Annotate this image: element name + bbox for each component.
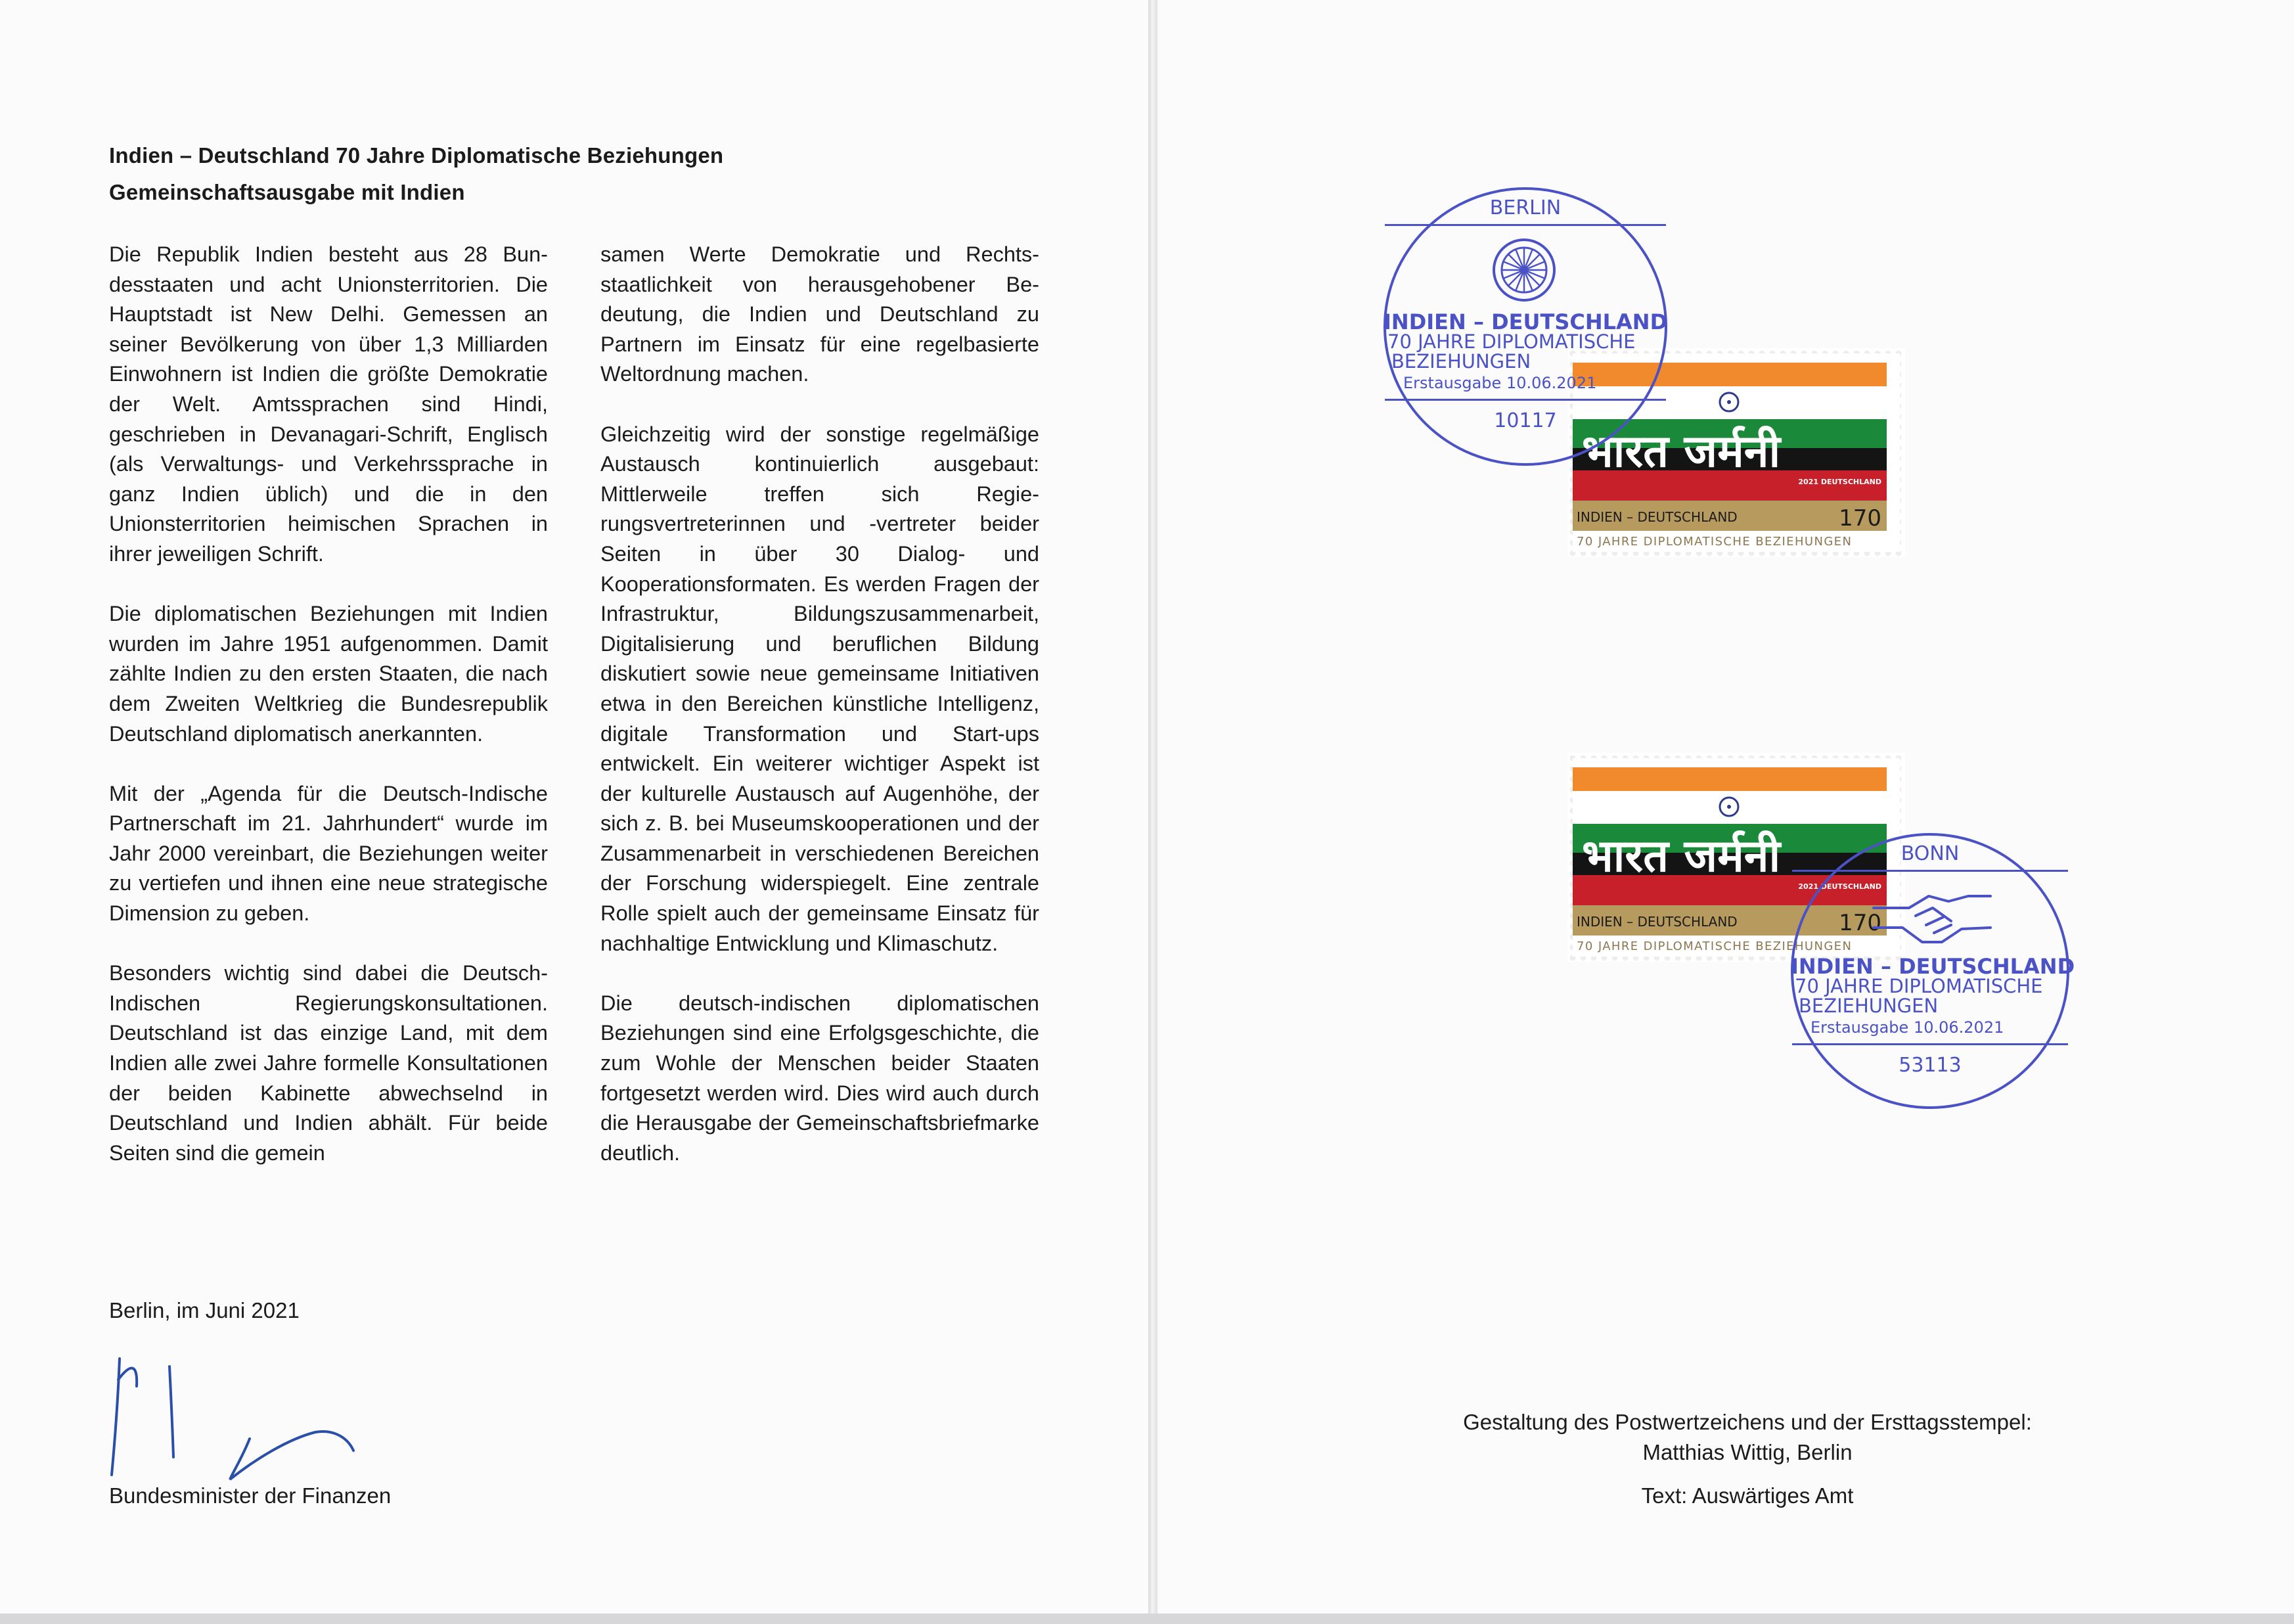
postmark-line2: 70 JAHRE DIPLOMATISCHE — [1795, 975, 2043, 997]
designer-name: Matthias Wittig, Berlin — [1642, 1440, 1853, 1464]
paragraph: Gleichzeitig wird der sonstige regelmäßige Austausch kontinuierlich ausgebaut: Mittlerweile treffen sich Regierungsvertreterinnen und -vertreter beider Seiten in über 30 Dialog- und Kooperationsformaten. Es werden Fragen der Infrastruktur, Bildungszusammenarbeit, Digitalisierung und beruflichen Bildung diskutiert sowie neue gemeinsame Initiativen etwa in den Bereichen künstliche Intelligenz, digitale Transformation und Start-ups entwickelt. Ein weiterer wichtiger Aspekt ist der kulturelle Austausch auf Augenhöhe, der sich z. B. bei Museumskooperationen und der Zusammenarbeit in verschiedenen Bereichen der Forschung widerspiegelt. Eine zentrale Rolle spielt auch der gemeinsame Einsatz für nachhaltige Entwicklung und Klimaschutz. — [600, 422, 1039, 955]
postmark-bottom-rule — [1385, 399, 1666, 401]
stamp-countries: INDIEN – DEUTSCHLAND — [1577, 914, 1738, 930]
postmark-bonn — [1791, 833, 2075, 1109]
closing-place-date: Berlin, im Juni 2021 — [109, 1298, 300, 1322]
paragraph: samen Werte Demokratie und Rechtsstaatlichkeit von herausgehobener Bedeutung, die Indien und Deutschland zu Partnern im Einsatz für eine regelbasierte Weltordnung machen. — [600, 242, 1039, 386]
postmark-line1: INDIEN – DEUTSCHLAND — [1383, 309, 1668, 334]
document-subtitle: Gemeinschaftsausgabe mit Indien — [109, 180, 465, 204]
postmark-bottom-rule — [1792, 1043, 2068, 1045]
stamp-year-country: 2021 DEUTSCHLAND — [1798, 478, 1881, 486]
paragraph: Die Republik Indien besteht aus 28 Bundesstaaten und acht Unionsterritorien. Die Hauptstadt ist New Delhi. Gemessen an seiner Bevölkerung von über 1,3 Milliarden Einwohnern ist Indien die größte Demokratie der Welt. Amtssprachen sind Hindi, geschrieben in Devanagari-Schrift, Englisch (als Verwaltungs- und Verkehrssprache in ganz Indien üblich) und die in den Unionsterritorien heimischen Sprachen in ihrer jeweiligen Schrift. — [109, 242, 548, 566]
document-title: Indien – Deutschland 70 Jahre Diplomatische Beziehungen — [109, 143, 724, 168]
paragraph: Die diplomatischen Beziehungen mit Indien wurden im Jahre 1951 aufgenommen. Damit zählte Indien zu den ersten Staaten, die nach dem Zweiten Weltkrieg die Bundesrepublik Deutschland diplomatisch anerkannten. — [109, 602, 548, 746]
paragraph: Mit der „Agenda für die Deutsch-Indische Partnerschaft im 21. Jahrhundert“ wurde im Jahr 2000 vereinbart, die Beziehungen weiter zu vertiefen und ihnen eine neue strategische Dimension zu geben. — [109, 781, 548, 926]
text-column-right — [600, 240, 1039, 1198]
text-credit: Text: Auswärtiges Amt — [1641, 1483, 1854, 1508]
postmark-top-rule — [1385, 224, 1666, 226]
stamp-year-country: 2021 DEUTSCHLAND — [1798, 882, 1881, 891]
signature — [99, 1340, 414, 1485]
stamp-countries: INDIEN – DEUTSCHLAND — [1577, 509, 1738, 525]
stamp-value: 170 — [1839, 910, 1881, 936]
stamp-caption: 70 JAHRE DIPLOMATISCHE BEZIEHUNGEN — [1577, 939, 1853, 953]
design-credit — [1327, 1407, 2168, 1468]
design-credit-line: Gestaltung des Postwertzeichens und der Ersttagsstempel: — [1463, 1410, 2032, 1434]
postmark-postcode: 53113 — [1899, 1054, 1962, 1077]
paragraph: Die deutsch-indischen diplomatischen Beziehungen sind eine Erfolgsgeschichte, die zum Wohle der Menschen beider Staaten fortgesetzt werden wird. Dies wird auch durch die Herausgabe der Gemeinschaftsbriefmarke deutlich. — [600, 991, 1039, 1165]
postmark-line3: BEZIEHUNGEN — [1799, 995, 1939, 1017]
postmark-line4: Erstausgabe 10.06.2021 — [1810, 1018, 2004, 1037]
chakra-wheel-icon — [1491, 237, 1557, 303]
stamp-value: 170 — [1839, 505, 1881, 531]
handshake-icon — [1870, 882, 1994, 954]
postmark-line2: 70 JAHRE DIPLOMATISCHE — [1387, 330, 1636, 353]
stamp-script-text: भारत जर्मनी — [1582, 426, 1781, 478]
signer-title: Bundesminister der Finanzen — [109, 1483, 392, 1508]
text-column-left — [109, 240, 548, 1198]
postmark-postcode: 10117 — [1494, 409, 1557, 432]
stamp-script-text: भारत जर्मनी — [1582, 830, 1781, 882]
paragraph: Besonders wichtig sind dabei die Deutsch-Indischen Regierungskonsultationen. Deutschland ist das einzige Land, mit dem Indien alle zwei Jahre formelle Konsultationen der beiden Kabinette abwechselnd in Deutschland und Indien abhält. Für beide Seiten sind die gemein — [109, 961, 548, 1165]
postmark-line4: Erstausgabe 10.06.2021 — [1403, 374, 1597, 392]
postmark-top-rule — [1792, 870, 2068, 872]
page-bottom-edge — [0, 1613, 2294, 1624]
stamp-caption: 70 JAHRE DIPLOMATISCHE BEZIEHUNGEN — [1577, 535, 1853, 549]
postmark-city: BONN — [1900, 842, 1960, 865]
postmark-line1: INDIEN – DEUTSCHLAND — [1791, 954, 2075, 979]
postmark-line3: BEZIEHUNGEN — [1391, 350, 1531, 372]
postmark-city: BERLIN — [1489, 196, 1562, 219]
postmark-berlin — [1383, 187, 1667, 466]
page-fold — [1148, 0, 1158, 1624]
